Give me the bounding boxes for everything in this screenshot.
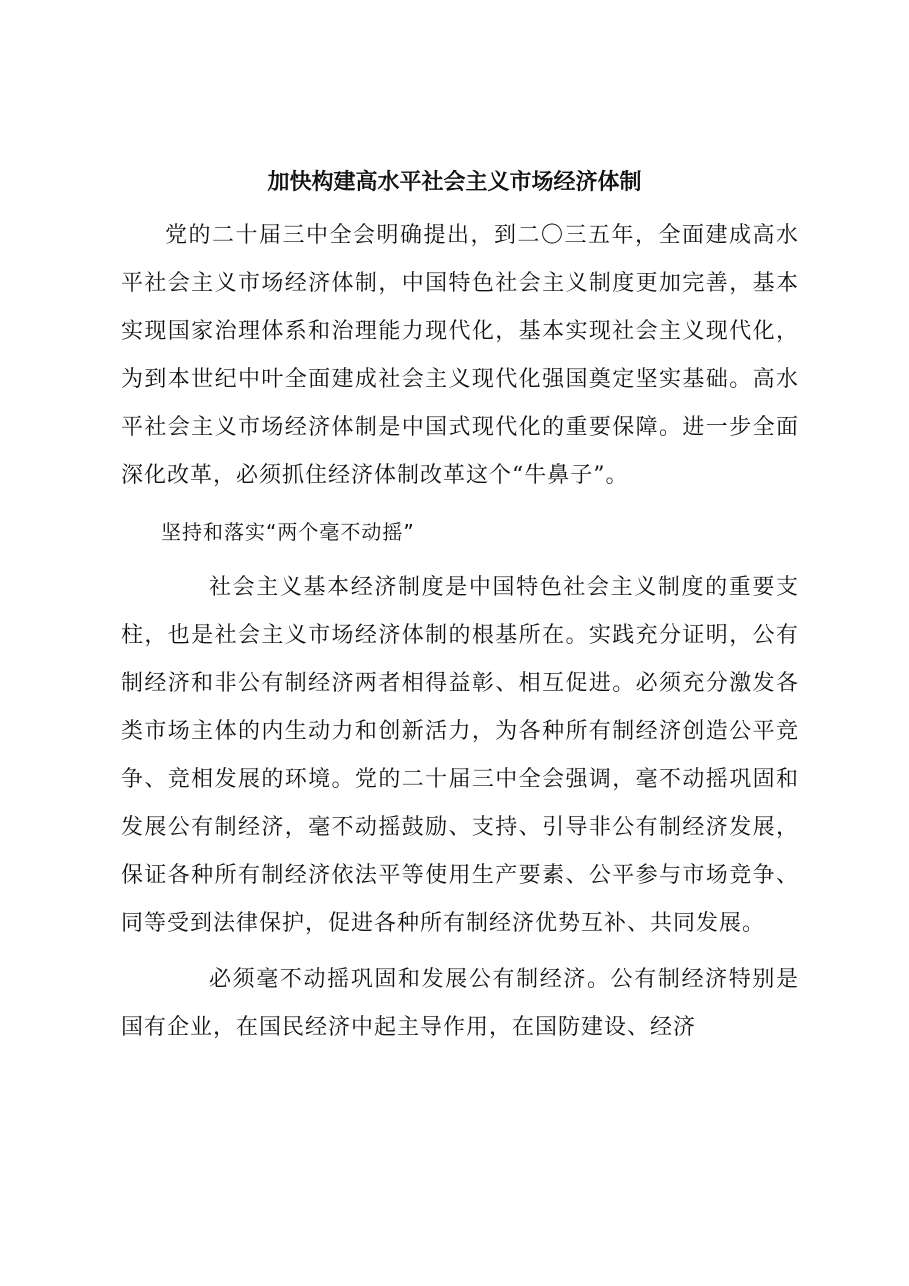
section-paragraph-2: 必须毫不动摇巩固和发展公有制经济。公有制经济特别是国有企业，在国民经济中起主导作用，在国防建设、经济: [121, 967, 799, 1040]
section-heading: 坚持和落实“两个毫不动摇”: [161, 520, 415, 544]
intro-paragraph: 党的二十届三中全会明确提出，到二〇三五年，全面建成高水平社会主义市场经济体制，中国特色社会主义制度更加完善，基本实现国家治理体系和治理能力现代化，基本实现社会主义现代化，为到本世纪中叶全面建成社会主义现代化强国奠定坚实基础。高水平社会主义市场经济体制是中国式现代化的重要保障。进一步全面深化改革，必须抓住经济体制改革这个“牛鼻子”。: [121, 223, 799, 488]
document-title: 加快构建高水平社会主义市场经济体制: [267, 170, 642, 195]
section-paragraph-1: 社会主义基本经济制度是中国特色社会主义制度的重要支柱，也是社会主义市场经济体制的根基所在。实践充分证明，公有制经济和非公有制经济两者相得益彰、相互促进。必须充分激发各类市场主体的内生动力和创新活力，为各种所有制经济创造公平竞争、竞相发展的环境。党的二十届三中全会强调，毫不动摇巩固和发展公有制经济，毫不动摇鼓励、支持、引导非公有制经济发展，保证各种所有制经济依法平等使用生产要素、公平参与市场竞争、同等受到法律保护，促进各种所有制经济优势互补、共同发展。: [121, 575, 799, 936]
document-body: [121, 212, 799, 1052]
